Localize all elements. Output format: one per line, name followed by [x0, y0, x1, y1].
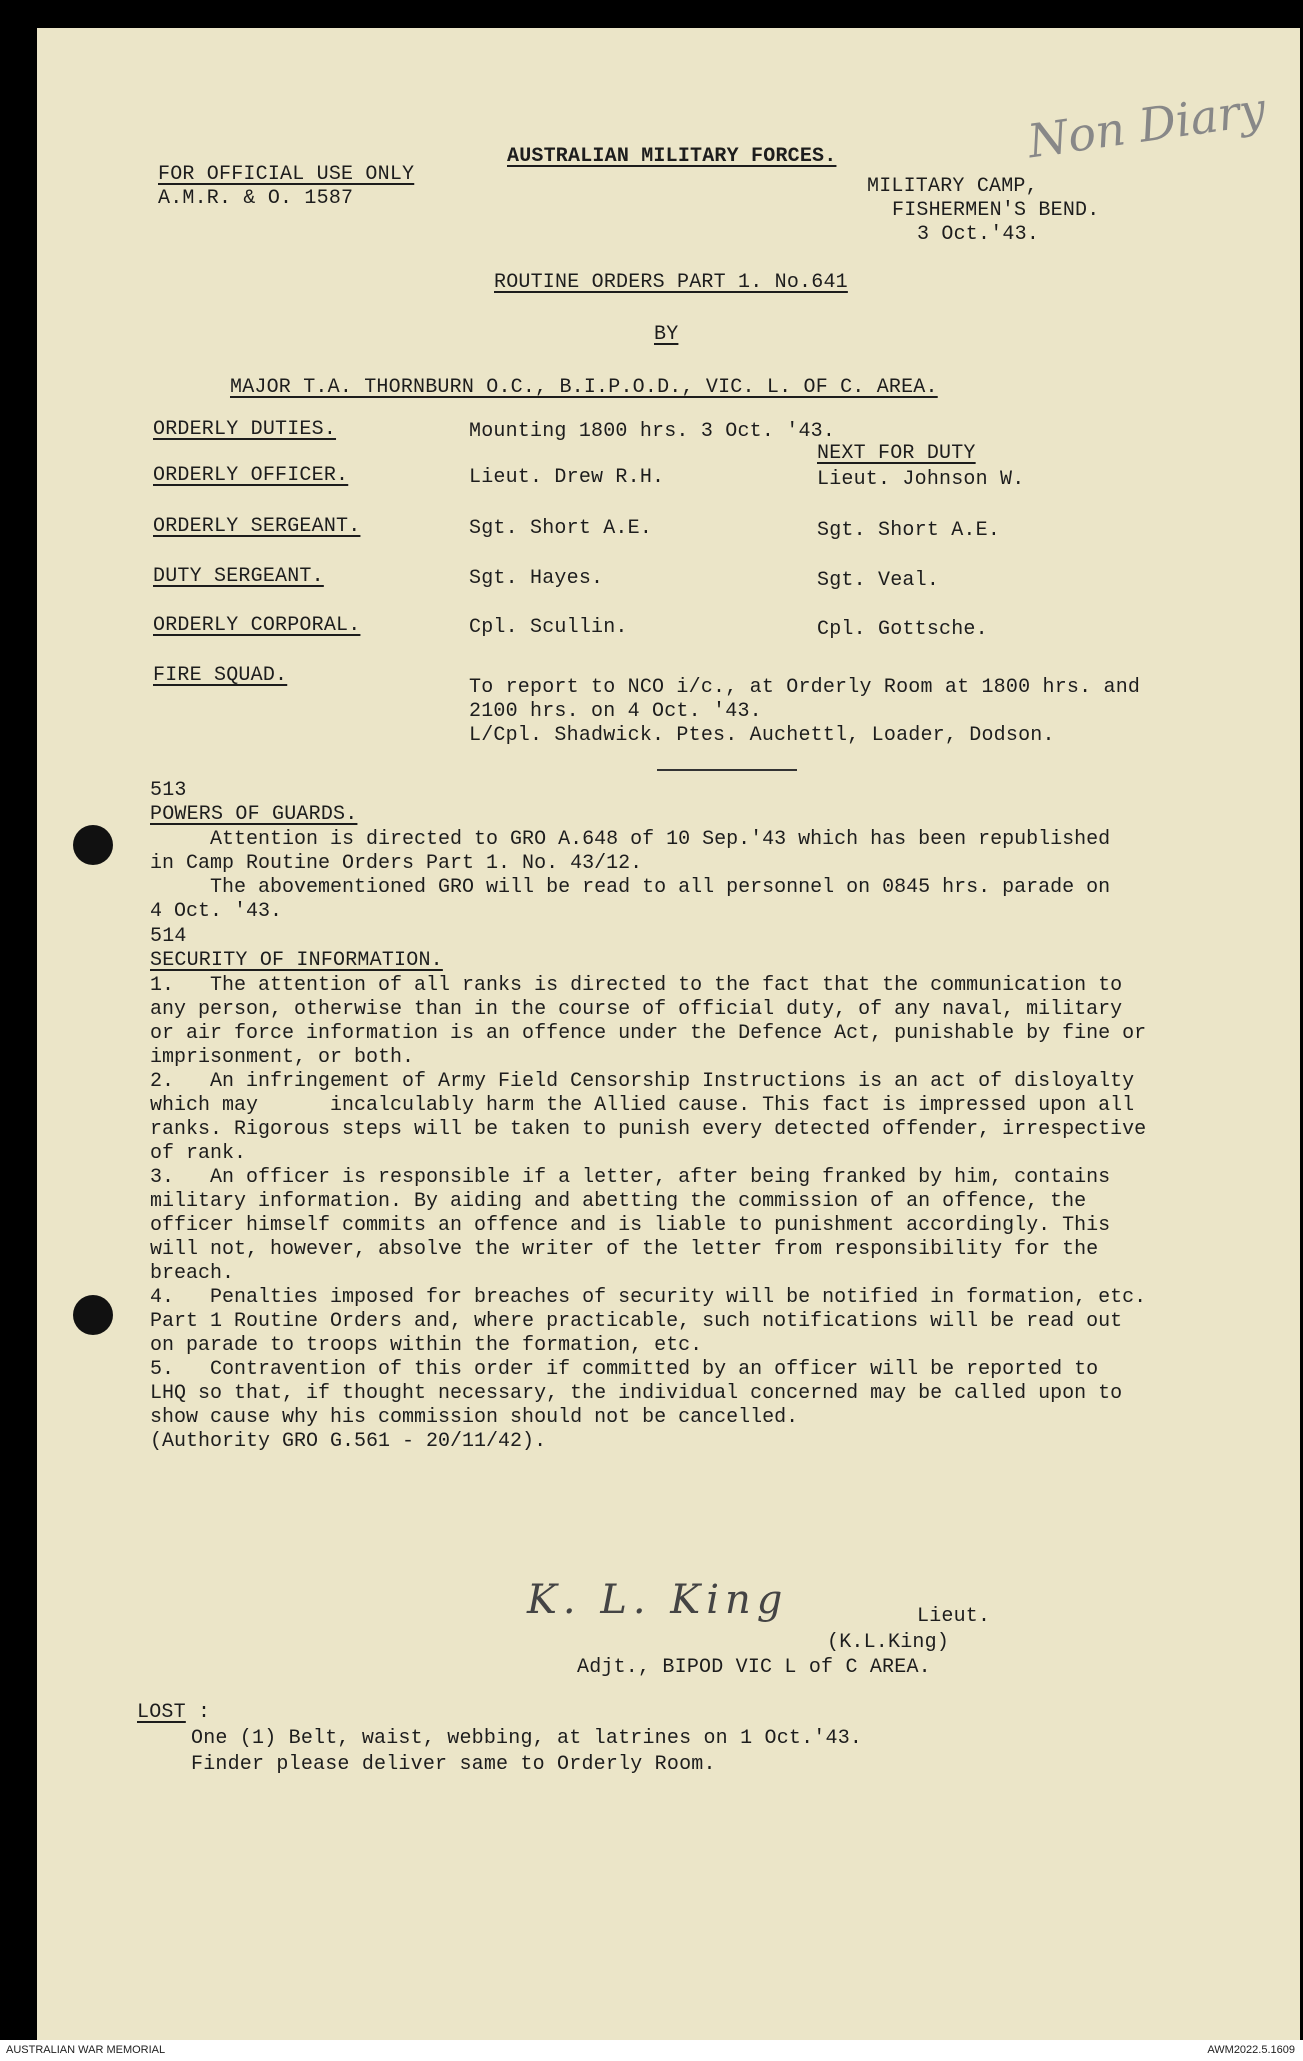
signature: K. L. King [527, 1577, 789, 1623]
order-514-number: 514 [150, 925, 187, 948]
amr-reference: A.M.R. & O. 1587 [158, 187, 354, 210]
footer-institution: AUSTRALIAN WAR MEMORIAL [6, 2044, 166, 2056]
duty-next-orderly-corporal: Cpl. Gottsche. [817, 618, 988, 641]
orders-title: ROUTINE ORDERS PART 1. No.641 [494, 271, 848, 294]
duty-next-orderly-sergeant: Sgt. Short A.E. [817, 519, 1001, 542]
order-513-text: Attention is directed to GRO A.648 of 10 Sep.'43 which has been republished in Camp Routine Orders Part 1. No. 43/12. The abovementioned GRO will be read to all personnel on 0845 hrs. parade on 4 Oct. '43. [150, 828, 1111, 923]
commander-line: MAJOR T.A. THORNBURN O.C., B.I.P.O.D., VIC. L. OF C. AREA. [230, 376, 938, 399]
duty-current-orderly-corporal: Cpl. Scullin. [469, 616, 628, 639]
camp-name: MILITARY CAMP, [867, 175, 1038, 198]
official-use-label: FOR OFFICIAL USE ONLY [158, 163, 415, 186]
duty-current-fire-squad: To report to NCO i/c., at Orderly Room at 1800 hrs. and [469, 676, 1141, 699]
camp-location: FISHERMEN'S BEND. [892, 199, 1100, 222]
punch-hole-lower [73, 1295, 113, 1335]
signature-rank: Lieut. [917, 1605, 991, 1628]
page-title: AUSTRALIAN MILITARY FORCES. [507, 145, 837, 168]
duty-label-orderly-officer: ORDERLY OFFICER. [153, 464, 349, 487]
fire-squad-line2: 2100 hrs. on 4 Oct. '43. [469, 700, 762, 723]
duty-label-duty-sergeant: DUTY SERGEANT. [153, 565, 324, 588]
duty-label-orderly-corporal: ORDERLY CORPORAL. [153, 614, 361, 637]
next-for-duty-header: NEXT FOR DUTY [817, 442, 976, 465]
lost-item-line: One (1) Belt, waist, webbing, at latrines on 1 Oct.'43. [191, 1727, 863, 1750]
fire-squad-line3: L/Cpl. Shadwick. Ptes. Auchettl, Loader, Dodson. [469, 724, 1055, 747]
duty-current-orderly-officer: Lieut. Drew R.H. [469, 466, 665, 489]
signature-position: Adjt., BIPOD VIC L of C AREA. [577, 1656, 931, 1679]
archive-footer [0, 2040, 1303, 2061]
section-divider [657, 769, 797, 771]
duty-label-orderly-sergeant: ORDERLY SERGEANT. [153, 515, 361, 538]
handwritten-annotation: Non Diary [1024, 81, 1269, 169]
duty-next-orderly-officer: Lieut. Johnson W. [817, 468, 1025, 491]
duty-label-fire-squad: FIRE SQUAD. [153, 664, 288, 687]
signature-name: (K.L.King) [827, 1631, 950, 1654]
by-label: BY [654, 323, 679, 346]
lost-heading [137, 1701, 210, 1725]
punch-hole-upper [73, 825, 113, 865]
lost-label: LOST [137, 1701, 186, 1724]
document-date: 3 Oct.'43. [917, 223, 1040, 246]
duty-next-duty-sergeant: Sgt. Veal. [817, 569, 940, 592]
order-514-title: SECURITY OF INFORMATION. [150, 949, 443, 972]
order-514-text: 1. The attention of all ranks is directed to the fact that the communication to any person, otherwise than in the course of official duty, of any naval, military or air force information is an offence under the Defence Act, punishable by fine or imprisonment, or both. 2. An infringement of Army Field Censorship Instructions is an act of disloyalty which may incalculably harm the Allied cause. This fact is impressed upon all ranks. Rigorous steps will be taken to punish every detected offender, irrespective of rank. 3. An officer is responsible if a letter, after being franked by him, contains military information. By aiding and abetting the commission of an offence, the officer himself commits an offence and is liable to punishment accordingly. This will not, however, absolve the writer of the letter from responsibility for the breach. 4. Penalties imposed for breaches of security will be notified in formation, etc. Part 1 Routine Orders and, where practicable, such notifications will be read out on parade to troops within the formation, etc. 5. Contravention of this order if committed by an officer will be reported to LHQ so that, if thought necessary, the individual concerned may be called upon to show cause why his commission should not be cancelled. (Authority GRO G.561 - 20/11/42). [150, 974, 1147, 1453]
lost-instruction-line: Finder please deliver same to Orderly Room. [191, 1753, 716, 1776]
order-513-title: POWERS OF GUARDS. [150, 803, 358, 826]
order-513-number: 513 [150, 779, 187, 802]
duty-current-duty-sergeant: Sgt. Hayes. [469, 567, 604, 590]
duty-current-orderly-sergeant: Sgt. Short A.E. [469, 517, 653, 540]
duty-current-orderly-duties: Mounting 1800 hrs. 3 Oct. '43. [469, 420, 836, 443]
lost-colon: : [198, 1701, 211, 1724]
document-page [37, 28, 1300, 2040]
duty-label-orderly-duties: ORDERLY DUTIES. [153, 418, 337, 441]
footer-accession-number: AWM2022.5.1609 [1207, 2044, 1295, 2056]
